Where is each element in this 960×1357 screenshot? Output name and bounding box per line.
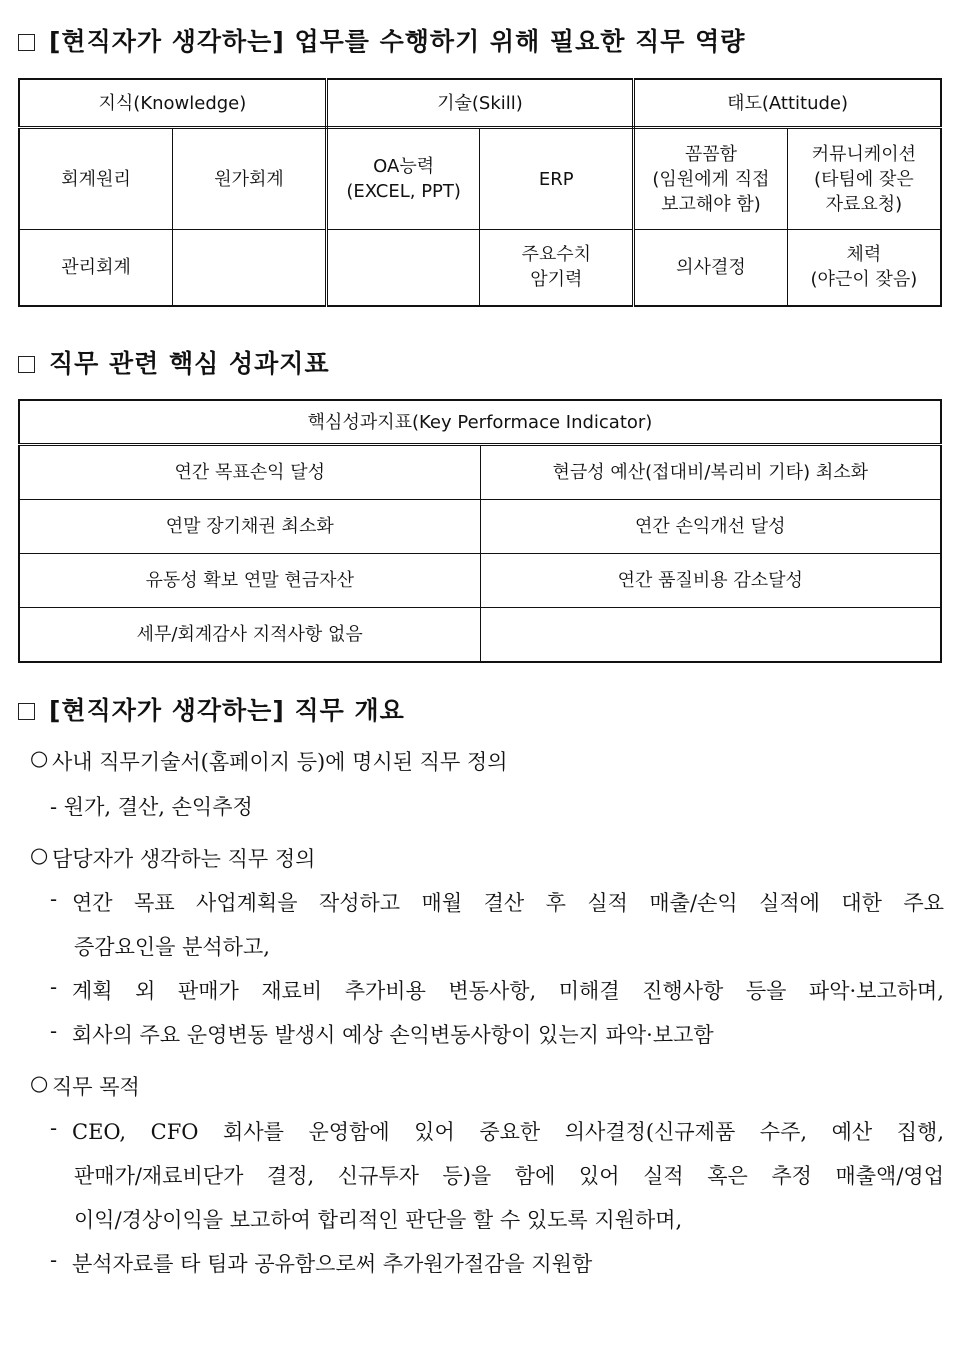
overview-line: 판매가/재료비단가 결정, 신규투자 등)을 함에 있어 실적 혹은 추정 매출액/영업 <box>74 1164 944 1188</box>
overview-line: 분석자료를 타 팀과 공유함으로써 추가원가절감을 지원함 <box>72 1252 593 1276</box>
overview-heading: ○ 사내 직무기술서(홈페이지 등)에 명시된 직무 정의 <box>30 746 508 774</box>
kpi-table <box>18 399 942 663</box>
header-knowledge: 지식(Knowledge) <box>19 79 326 128</box>
overview-line: 회사의 주요 운영변동 발생시 예상 손익변동사항이 있는지 파악·보고함 <box>72 1023 714 1047</box>
circle-bullet-icon: ○ <box>30 843 49 867</box>
kpi-cell: 연말 장기채권 최소화 <box>19 500 480 554</box>
cell-skill-2: ERP <box>480 128 634 230</box>
checkbox-icon <box>18 34 35 51</box>
circle-bullet-icon: ○ <box>30 1071 49 1095</box>
kpi-cell <box>480 608 941 663</box>
cell-skill-4: 주요수치 암기력 <box>480 230 634 306</box>
cell-attitude-1: 꼼꼼함 (임원에게 직접 보고해야 함) <box>634 128 788 230</box>
header-attitude: 태도(Attitude) <box>634 79 941 128</box>
overview-line: 증감요인을 분석하고, <box>74 935 270 959</box>
cell-skill-1: OA능력 (EXCEL, PPT) <box>326 128 480 230</box>
kpi-cell: 유동성 확보 연말 현금자산 <box>19 554 480 608</box>
dash-bullet-icon: - <box>50 887 58 911</box>
dash-bullet-icon: - <box>50 1019 58 1043</box>
cell-knowledge-3: 관리회계 <box>19 230 173 306</box>
dash-bullet-icon: - <box>50 1116 58 1140</box>
cell-knowledge-4 <box>173 230 327 306</box>
header-skill: 기술(Skill) <box>326 79 633 128</box>
cell-knowledge-1: 회계원리 <box>19 128 173 230</box>
overview-heading: ○ 직무 목적 <box>30 1071 140 1099</box>
overview-line: CEO, CFO 회사를 운영함에 있어 중요한 의사결정(신규제품 수주, 예산 집행, <box>72 1120 944 1144</box>
overview-line: 이익/경상이익을 보고하여 합리적인 판단을 할 수 있도록 지원하며, <box>74 1208 683 1232</box>
cell-knowledge-2: 원가회계 <box>173 128 327 230</box>
kpi-cell: 세무/회계감사 지적사항 없음 <box>19 608 480 663</box>
section-title-competency: [현직자가 생각하는] 업무를 수행하기 위해 필요한 직무 역량 <box>18 22 745 58</box>
competency-table <box>18 78 942 307</box>
cell-attitude-3: 의사결정 <box>634 230 788 306</box>
section-title-overview: [현직자가 생각하는] 직무 개요 <box>18 691 405 727</box>
circle-bullet-icon: ○ <box>30 746 49 770</box>
kpi-cell: 현금성 예산(접대비/복리비 기타) 최소화 <box>480 445 941 500</box>
kpi-header: 핵심성과지표(Key Performace Indicator) <box>19 400 941 445</box>
dash-bullet-icon: - <box>50 1248 58 1272</box>
overview-line: 계획 외 판매가 재료비 추가비용 변동사항, 미해결 진행사항 등을 파악·보고하며, <box>72 979 944 1003</box>
checkbox-icon <box>18 703 35 720</box>
kpi-cell: 연간 목표손익 달성 <box>19 445 480 500</box>
overview-line: - 원가, 결산, 손익추정 <box>50 795 253 819</box>
section-title-kpi: 직무 관련 핵심 성과지표 <box>18 344 330 380</box>
cell-attitude-4: 체력 (야근이 잦음) <box>787 230 941 306</box>
checkbox-icon <box>18 356 35 373</box>
kpi-cell: 연간 손익개선 달성 <box>480 500 941 554</box>
cell-skill-3 <box>326 230 480 306</box>
dash-bullet-icon: - <box>50 975 58 999</box>
overview-heading: ○ 담당자가 생각하는 직무 정의 <box>30 843 316 871</box>
cell-attitude-2: 커뮤니케이션 (타팀에 잦은 자료요청) <box>787 128 941 230</box>
overview-line: 연간 목표 사업계획을 작성하고 매월 결산 후 실적 매출/손익 실적에 대한 주요 <box>72 891 944 915</box>
kpi-cell: 연간 품질비용 감소달성 <box>480 554 941 608</box>
